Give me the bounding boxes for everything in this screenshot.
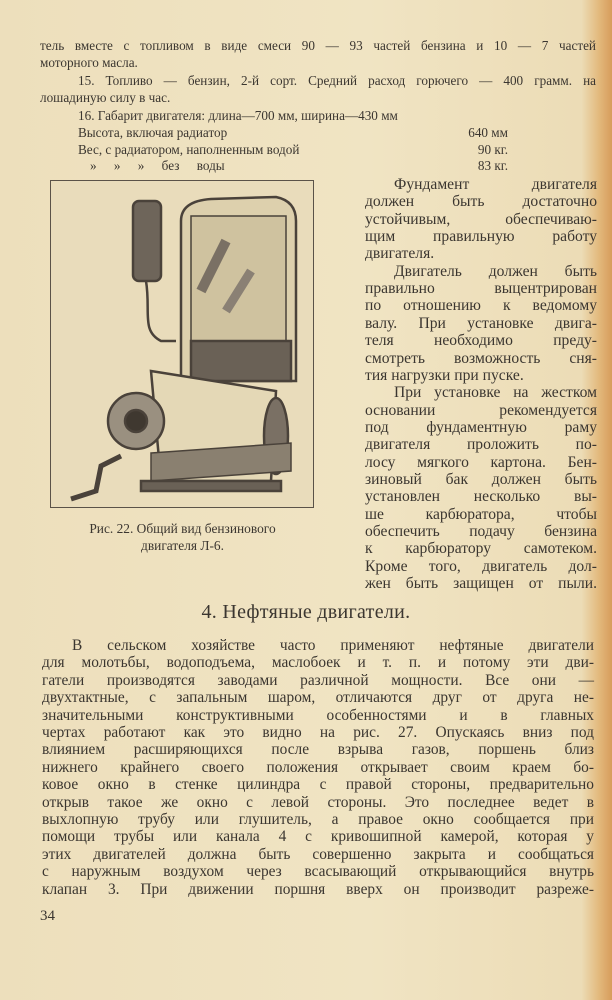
text-line: под фундаментную раму	[365, 418, 597, 436]
spec-row	[90, 158, 508, 173]
figure-caption: двигателя Л-6.	[141, 538, 224, 553]
text-line: Кроме того, двигатель дол-	[365, 557, 597, 575]
spec-row	[78, 125, 508, 140]
text-line: В сельском хозяйстве часто применяют нефтяные двигатели	[72, 637, 594, 654]
text-line: тель вместе с топливом в виде смеси 90 — 93 частей бензина и 10 — 7 частей	[40, 38, 596, 53]
text-line: моторного масла.	[40, 55, 138, 70]
text-line: щим правильную работу	[365, 228, 597, 246]
text-line: установлен несколько вы-	[365, 488, 597, 506]
text-line: основании рекомендуется	[365, 401, 597, 419]
text-line: этих двигателей должна быть совершенно закрыта и сообщаться	[42, 845, 594, 863]
text-line: нижнего крайнего своего положения открывает своим краем бо-	[42, 758, 594, 776]
text-line: для молотьбы, водоподъема, маслобоек и т. п. и потому эти дви-	[42, 654, 594, 672]
text-line: теля необходимо преду-	[365, 332, 597, 350]
spec-value: 640 мм	[468, 125, 508, 140]
text-line: значительными конструктивными особенностями и в главных	[42, 706, 594, 724]
text-line: устойчивым, обеспечиваю-	[365, 210, 597, 228]
text-line: выхлопную трубу или глушитель, а правое окно сообщается при	[42, 811, 594, 828]
page-number: 34	[40, 908, 55, 924]
text-line: двигателя проложить по-	[365, 436, 597, 454]
text-line: жен быть защищен от пыли.	[365, 575, 597, 593]
text-line: Фундамент двигателя	[394, 176, 597, 193]
text-line: влиянием расширяющихся после взрыва газов, поршень близ	[42, 741, 594, 759]
text-line: При установке на жестком	[394, 384, 597, 402]
engine-drawing	[51, 181, 313, 507]
text-line: с наружным воздухом через всасывающий открывающийся внутрь	[42, 863, 594, 881]
text-line: валу. При установке двига-	[365, 314, 597, 332]
text-line: гатели производятся заводами различной мощности. Все они —	[42, 671, 594, 689]
engine-illustration	[50, 180, 314, 508]
text-line: тия нагрузки при пуске.	[365, 366, 524, 384]
figure-caption: Рис. 22. Общий вид бензинового	[89, 521, 276, 536]
text-line: 15. Топливо — бензин, 2-й сорт. Средний расход горючего — 400 грамм. на	[78, 73, 596, 88]
text-line: клапан 3. При движении поршня вверх он производит разреже-	[42, 880, 594, 898]
spec-value: 83 кг.	[477, 158, 508, 173]
text-line: ше карбюратора, чтобы	[365, 505, 597, 523]
text-line: должен быть достаточно	[365, 193, 597, 211]
text-line: к карбюратору самотеком.	[365, 540, 597, 558]
text-line: лошадиную силу в час.	[40, 90, 171, 105]
spec-label: » » » без воды	[90, 158, 225, 173]
text-line: открыв такое же окно с левой стороны. Это последнее ведет в	[42, 793, 594, 811]
spec-label: Вес, с радиатором, наполненным водой	[78, 142, 300, 157]
text-line: двигателя.	[365, 245, 435, 263]
spec-value: 90 кг.	[477, 142, 508, 157]
text-line: 16. Габарит двигателя: длина—700 мм, ширина—430 мм	[78, 108, 398, 123]
text-line: помощи трубы или канала 4 с кривошипной камерой, которая у	[42, 828, 594, 846]
text-line: по отношению к ведомому	[365, 297, 597, 315]
text-line: двухтактные, с запальным шаром, отличаются друг от друга не-	[42, 689, 594, 707]
spec-row	[78, 142, 508, 157]
text-line: смотреть возможность сня-	[365, 349, 597, 367]
text-line: ковое окно в стенке цилиндра с правой стороны, предварительно	[42, 776, 594, 794]
section-heading: 4. Нефтяные двигатели.	[201, 601, 411, 623]
text-line: обеспечить подачу бензина	[365, 523, 597, 540]
text-line: лосу мягкого картона. Бен-	[365, 453, 597, 471]
text-line: Двигатель должен быть	[394, 262, 597, 280]
text-line: чертах работают как это видно на рис. 27. Опускаясь вниз под	[42, 724, 594, 741]
text-line: зиновый бак должен быть	[365, 470, 597, 488]
text-line: правильно выцентрирован	[365, 280, 597, 298]
spec-label: Высота, включая радиатор	[78, 125, 228, 140]
